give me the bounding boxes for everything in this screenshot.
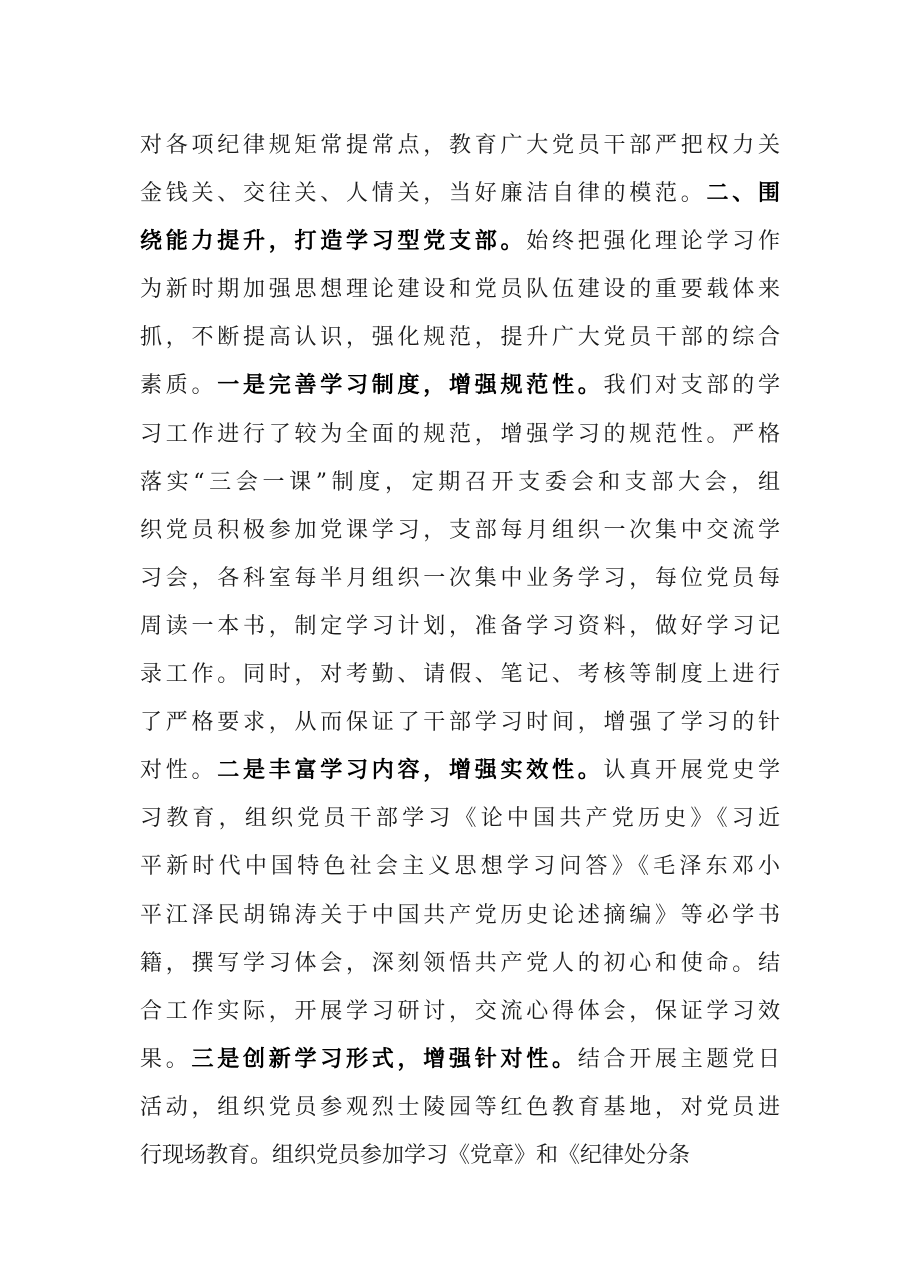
body-text-segment: 金钱关、交往关、人情关，当好廉洁自律的模范。 [140,181,707,207]
text-line [140,892,780,940]
body-text-segment: 活动，组织党员参观烈士陵园等红色教育基地，对党员进 [140,1094,780,1120]
body-text-segment: 了严格要求，从而保证了干部学习时间，增强了学习的针 [140,710,780,736]
body-text-segment: 对各项纪律规矩常提常点，教育广大党员干部严把权力关 [140,133,780,158]
text-line [140,1132,780,1180]
body-text-segment: 始终把强化理论学习作 [526,229,780,255]
text-line [140,843,780,891]
text-line [140,699,780,747]
body-text-segment: 合工作实际，开展学习研讨，交流心得体会，保证学习效 [140,998,780,1024]
body-text-segment: 为新时期加强思想理论建设和党员队伍建设的重要载体来 [140,277,780,303]
body-text-segment: 落实“三会一课”制度，定期召开支委会和支部大会，组 [140,469,780,495]
body-text-segment: 平新时代中国特色社会主义思想学习问答》《毛泽东邓小 [140,854,780,880]
text-line [140,940,780,988]
bold-heading-text: 二、围 [706,181,780,207]
body-text-segment: 织党员积极参加党课学习，支部每月组织一次集中交流学 [140,517,780,543]
body-text-segment: 习教育，组织党员干部学习《论中国共产党历史》《习近 [140,806,780,832]
text-line [140,507,780,555]
text-line [140,747,780,795]
text-line [140,555,780,603]
body-text-segment: 我们对支部的学 [603,373,780,399]
body-text-segment: 抓，不断提高认识，强化规范，提升广大党员干部的综合 [140,325,780,351]
text-line [140,459,780,507]
body-text-segment: 平江泽民胡锦涛关于中国共产党历史论述摘编》等必学书 [140,902,780,928]
text-line [140,988,780,1036]
text-line [140,314,780,362]
text-line [140,170,780,218]
text-line [140,411,780,459]
body-text-segment: 果。 [140,1046,192,1072]
body-text-segment: 素质。 [140,373,218,399]
text-line [140,218,780,266]
body-text-segment: 行现场教育。组织党员参加学习《党章》和《纪律处分条 [140,1142,691,1168]
body-text-segment: 结合开展主题党日 [577,1046,780,1072]
text-line [140,651,780,699]
text-line [140,122,780,170]
body-text-segment: 录工作。同时，对考勤、请假、笔记、考核等制度上进行 [140,662,780,688]
bold-heading-text: 三是创新学习形式，增强针对性。 [191,1046,578,1072]
body-text-segment: 认真开展党史学 [603,758,780,784]
bold-heading-text: 绕能力提升，打造学习型党支部。 [140,229,527,255]
text-line [140,603,780,651]
text-line [140,1084,780,1132]
bold-heading-text: 一是完善学习制度，增强规范性。 [217,373,604,399]
body-text [140,122,780,1180]
bold-heading-text: 二是丰富学习内容，增强实效性。 [217,758,604,784]
text-line [140,1036,780,1084]
body-text-segment: 习会，各科室每半月组织一次集中业务学习，每位党员每 [140,565,780,591]
body-text-segment: 习工作进行了较为全面的规范，增强学习的规范性。严格 [140,421,780,447]
text-line [140,266,780,314]
text-line [140,362,780,410]
body-text-segment: 籍，撰写学习体会，深刻领悟共产党人的初心和使命。结 [140,950,780,976]
body-text-segment: 周读一本书，制定学习计划，准备学习资料，做好学习记 [140,613,780,639]
body-text-segment: 对性。 [140,758,218,784]
text-line [140,795,780,843]
